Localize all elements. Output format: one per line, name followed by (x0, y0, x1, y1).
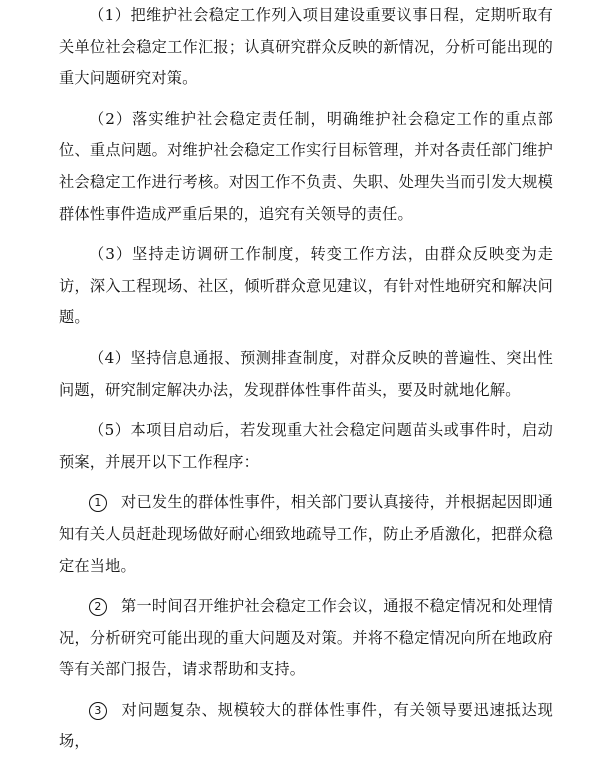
paragraph-text: 对已发生的群体性事件，相关部门要认真接待，并根据起因即通知有关人员赶赴现场做好耐心细致地疏导工作，防止矛盾激化，把群众稳定在当地。 (59, 493, 553, 575)
document-page (59, 0, 553, 758)
paragraph-3 (59, 239, 553, 334)
paragraph-text: 第一时间召开维护社会稳定工作会议，通报不稳定情况和处理情况，分析研究可能出现的重大问题及对策。并将不稳定情况向所在地政府等有关部门报告，请求帮助和支持。 (59, 597, 553, 679)
paragraph-text: （1）把维护社会稳定工作列入项目建设重要议事日程，定期听取有关单位社会稳定工作汇报；认真研究群众反映的新情况，分析可能出现的重大问题研究对策。 (59, 6, 553, 88)
circled-number-marker: 3 (89, 702, 107, 720)
paragraph-4 (59, 343, 553, 406)
paragraph-text: （3）坚持走访调研工作制度，转变工作方法，由群众反映变为走访，深入工程现场、社区，倾听群众意见建议，有针对性地研究和解决问题。 (59, 245, 553, 327)
circled-number-marker: 1 (89, 494, 107, 512)
paragraph-6 (59, 487, 553, 582)
paragraph-text: 对问题复杂、规模较大的群体性事件，有关领导要迅速抵达现场， (59, 700, 553, 751)
paragraph-text: （5）本项目启动后，若发现重大社会稳定问题苗头或事件时，启动预案，并展开以下工作程序： (59, 421, 553, 471)
paragraph-5 (59, 415, 553, 478)
paragraph-2 (59, 104, 553, 230)
paragraph-7 (59, 591, 553, 686)
paragraph-8 (59, 695, 553, 758)
paragraph-text: （4）坚持信息通报、预测排查制度，对群众反映的普遍性、突出性问题，研究制定解决办法，发现群体性事件苗头，要及时就地化解。 (59, 348, 553, 399)
circled-number-marker: 2 (89, 598, 107, 616)
paragraph-1 (59, 0, 553, 95)
paragraph-text: （2）落实维护社会稳定责任制，明确维护社会稳定工作的重点部位、重点问题。对维护社会稳定工作实行目标管理，并对各责任部门维护社会稳定工作进行考核。对因工作不负责、失职、处理失当而引发大规模群体性事件造成严重后果的，追究有关领导的责任。 (59, 109, 553, 223)
